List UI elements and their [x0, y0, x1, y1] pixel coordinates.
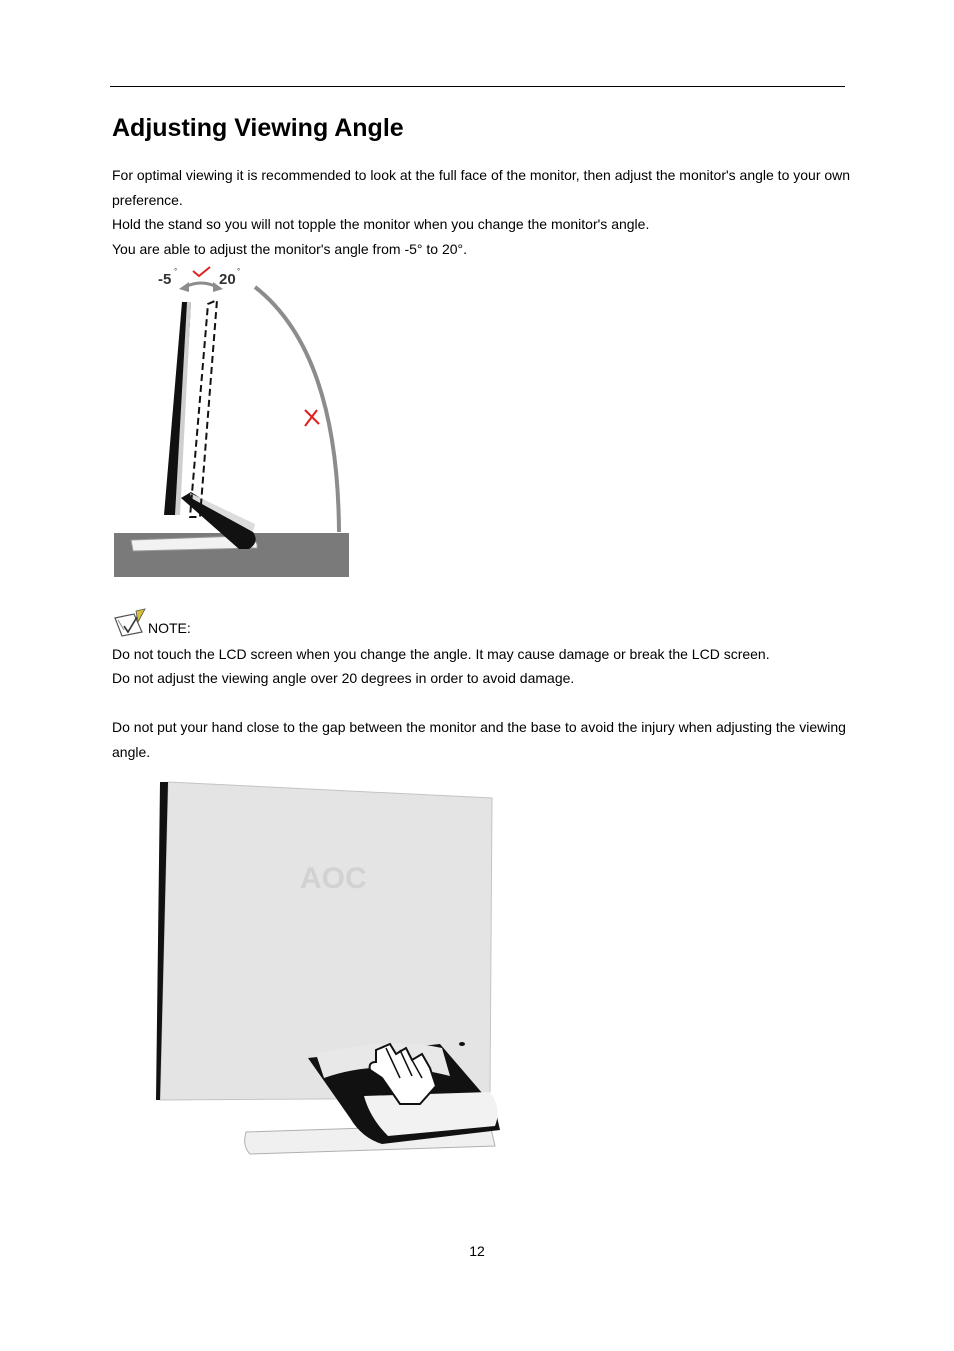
- indicator-dot: [459, 1042, 465, 1046]
- paragraph-optimal-viewing: For optimal viewing it is recommended to look at the full face of the monitor, then adjust the monitor's angle to your own preference.: [112, 167, 851, 208]
- note-line-hand-gap: Do not put your hand close to the gap between the monitor and the base to avoid the injury when adjusting the viewing angle.: [112, 719, 846, 760]
- page-number: 12: [469, 1243, 485, 1259]
- page-title: Adjusting Viewing Angle: [112, 114, 404, 142]
- red-check-mark: [193, 267, 210, 276]
- paragraph-angle-range: You are able to adjust the monitor's angle from -5° to 20°.: [112, 241, 468, 257]
- degree-mark-plus: °: [237, 267, 241, 276]
- note-label: NOTE:: [148, 620, 191, 636]
- tilt-double-arrow: [185, 283, 217, 287]
- tilt-arc: [255, 287, 339, 532]
- monitor-tilted-outline: [190, 300, 217, 517]
- tilt-angle-diagram: [113, 262, 353, 580]
- aoc-logo: AOC: [300, 862, 367, 895]
- degree-mark-minus: °: [174, 267, 178, 276]
- note-pencil-icon: [112, 608, 148, 638]
- header-rule: [110, 86, 845, 87]
- note-line-max-angle: Do not adjust the viewing angle over 20 degrees in order to avoid damage.: [112, 670, 575, 686]
- note-line-touch-lcd: Do not touch the LCD screen when you change the angle. It may cause damage or break the LCD screen.: [112, 646, 770, 662]
- paragraph-hold-stand: Hold the stand so you will not topple the monitor when you change the monitor's angle.: [112, 216, 650, 232]
- label-plus-20: 20: [219, 271, 236, 288]
- monitor-rear-hand-illustration: [150, 778, 505, 1160]
- label-minus-5: -5: [158, 271, 172, 288]
